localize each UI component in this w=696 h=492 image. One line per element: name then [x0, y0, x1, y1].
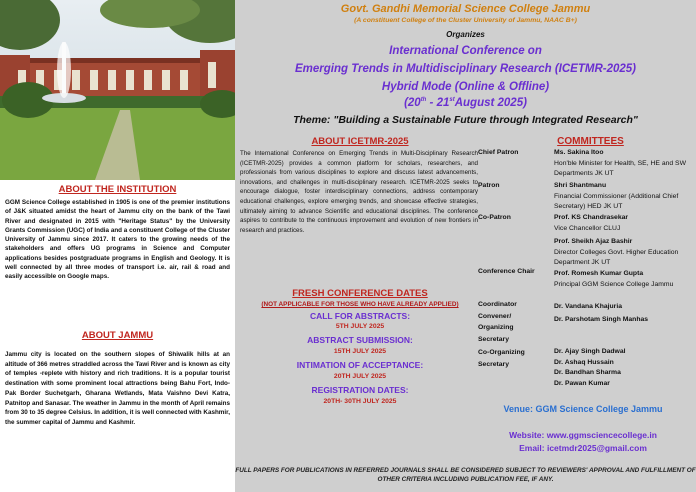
chief-patron-desc: Hon'ble Minister for Health, SE, HE and SW Departments JK UT — [554, 159, 687, 177]
dates-note: (NOT APPLICABLE FOR THOSE WHO HAVE ALREADY APPLIED) — [261, 301, 459, 308]
date-sup-st: st — [449, 97, 455, 104]
role-co-patron: Co-Patron — [478, 214, 511, 221]
constituent-note: (A constituent College of the Cluster University of Jammu, NAAC B+) — [354, 17, 577, 24]
role-chief-patron: Chief Patron — [478, 149, 519, 156]
jammu-text: Jammu city is located on the southern slopes of Shiwalik hills at an altitude of 366 metres straddled across the Tawi River and is known as city of temples -replete with history and rich traditions. It is a popular tourist destination with some prominent local attractions being Bahu Fort, Indo-Pak Border Suchetgarh, Gharana Wetlands, Mata Vaishno Devi Katra, Patnitop and Sanasar. The weather in Jammu in the month of April remains from 30 to 35 degree Celsius. In addition, it is well connected with Kashmir, the summer capital of Jammu and Kashmir. — [5, 351, 230, 426]
role-patron: Patron — [478, 182, 500, 189]
coordinator-block — [554, 300, 694, 326]
chair-name: Prof. Romesh Kumar Gupta — [554, 270, 644, 277]
college-name: Govt. Gandhi Memorial Science College Jammu — [340, 3, 591, 15]
patron-desc: Financial Commissioner (Additional Chief Secretary) HED JK UT — [554, 192, 679, 210]
left-panel — [0, 0, 235, 492]
coordinator2-name: Dr. Parshotam Singh Manhas — [554, 316, 649, 323]
chief-patron-block — [554, 148, 694, 180]
institution-text: GGM Science College established in 1905 is one of the premier institutions of J&K situated amidst the heart of Jammu city on the bank of the Tawi River and designated in 2015 with "Heritage Status" by the University Grants Commission (UGC) of India and a constituent College of the Cluster University of Jammu since 2017. It caters to the growing needs of the stakeholders and offers UG programs in Science and Computer applications besides postgraduate programs in English and Geology. It is well connected by all three modes of transport i.e. air, rail & road and easily accessible on Google maps. — [5, 199, 230, 281]
patron-block — [554, 181, 684, 213]
date-open: (20 — [404, 97, 421, 109]
coordinator1-name: Dr. Vandana Khajuria — [554, 303, 622, 310]
date-value-registration: 20TH- 30TH JULY 2025 — [323, 398, 397, 405]
role-co-organizing: Co-Organizing Secretary — [478, 349, 525, 368]
chief-patron-name: Ms. Sakina Itoo — [554, 149, 604, 156]
about-conference-text: The International Conference on Emerging Trends in Multi-Disciplinary Research (ICETMR-2025) provides a common platform for scholars, researchers, and professionals from various disciplines to explore and discuss latest advancements, innovations, and challenges in multi-disciplinary research. ICETMR-2025 seeks to encourage dialogue, foster interdisciplinary connections, address contemporary educational challenges, explore emerging trends, and showcase effective strategies, ultimately aiming to advance Scientific and educational disciplines. The conference aspires to contribute to the continuous improvement and evolution of new frontiers in research and practices. — [240, 150, 478, 234]
venue-label: Venue: GGM Science College Jammu — [503, 404, 663, 414]
co-patron-block — [554, 213, 689, 269]
right-panel — [235, 0, 696, 492]
website-link[interactable]: Website: www.ggmsciencecollege.in — [509, 430, 657, 440]
college-photo — [0, 0, 235, 180]
patron-name: Shri Shantmanu — [554, 182, 607, 189]
conference-dates — [235, 97, 696, 109]
dates-heading: FRESH CONFERENCE DATES — [292, 288, 428, 299]
date-label-submission: ABSTRACT SUBMISSION: — [307, 335, 413, 345]
co-patron1-desc: Vice Chancellor CLUJ — [554, 224, 621, 232]
co-patron2-desc: Director Colleges Govt. Higher Education Department JK UT — [554, 248, 679, 266]
co-organizer2-name: Dr. Ashaq Hussain — [554, 358, 614, 366]
co-patron1-name: Prof. KS Chandrasekar — [554, 214, 629, 221]
conference-mode: Hybrid Mode (Online & Offline) — [381, 81, 550, 93]
date-value-abstracts: 5TH JULY 2025 — [335, 323, 385, 330]
co-patron2-name: Prof. Sheikh Ajaz Bashir — [554, 238, 633, 245]
role-coordinator: Coordinator Convener/ Organizing Secretary — [478, 301, 517, 343]
footer-note: FULL PAPERS FOR PUBLICATIONS IN REFERRED JOURNALS SHALL BE CONSIDERED SUBJECT TO REVIEWERS' APPROVAL AND FULFILLMENT OF OTHER CRITERIA INCLUDING PUBLICATION FEE, IF ANY. — [235, 467, 696, 483]
email-link[interactable]: Email: icetmdr2025@gmail.com — [519, 443, 647, 453]
date-value-submission: 15TH JULY 2025 — [333, 348, 387, 355]
date-close: August 2025) — [454, 97, 527, 109]
co-organizing-block — [554, 347, 694, 389]
organizes-label: Organizes — [446, 30, 485, 39]
committees-heading: COMMITTEES — [557, 136, 624, 147]
about-conference-heading: ABOUT ICETMR-2025 — [311, 136, 409, 147]
conference-title-line1: International Conference on — [389, 45, 542, 57]
conference-theme: Theme: "Building a Sustainable Future through Integrated Research" — [293, 114, 638, 126]
chair-desc: Principal GGM Science College Jammu — [554, 280, 674, 288]
date-sup-th: th — [420, 97, 427, 104]
institution-heading: ABOUT THE INSTITUTION — [58, 184, 177, 195]
date-mid: - 21 — [426, 97, 450, 109]
chair-block — [554, 269, 694, 290]
date-label-acceptance: INTIMATION OF ACCEPTANCE: — [296, 360, 424, 370]
date-value-acceptance: 20TH JULY 2025 — [333, 373, 387, 380]
date-label-registration: REGISTRATION DATES: — [311, 385, 409, 395]
co-organizer3-name: Dr. Bandhan Sharma — [554, 369, 621, 376]
conference-title-line2: Emerging Trends in Multidisciplinary Research (ICETMR-2025) — [294, 63, 637, 75]
co-organizer1-name: Dr. Ajay Singh Dadwal — [554, 348, 626, 355]
co-organizer4-name: Dr. Pawan Kumar — [554, 379, 610, 387]
role-conference-chair: Conference Chair — [478, 268, 535, 275]
date-label-abstracts: CALL FOR ABSTRACTS: — [309, 311, 411, 321]
jammu-heading: ABOUT JAMMU — [81, 330, 154, 341]
